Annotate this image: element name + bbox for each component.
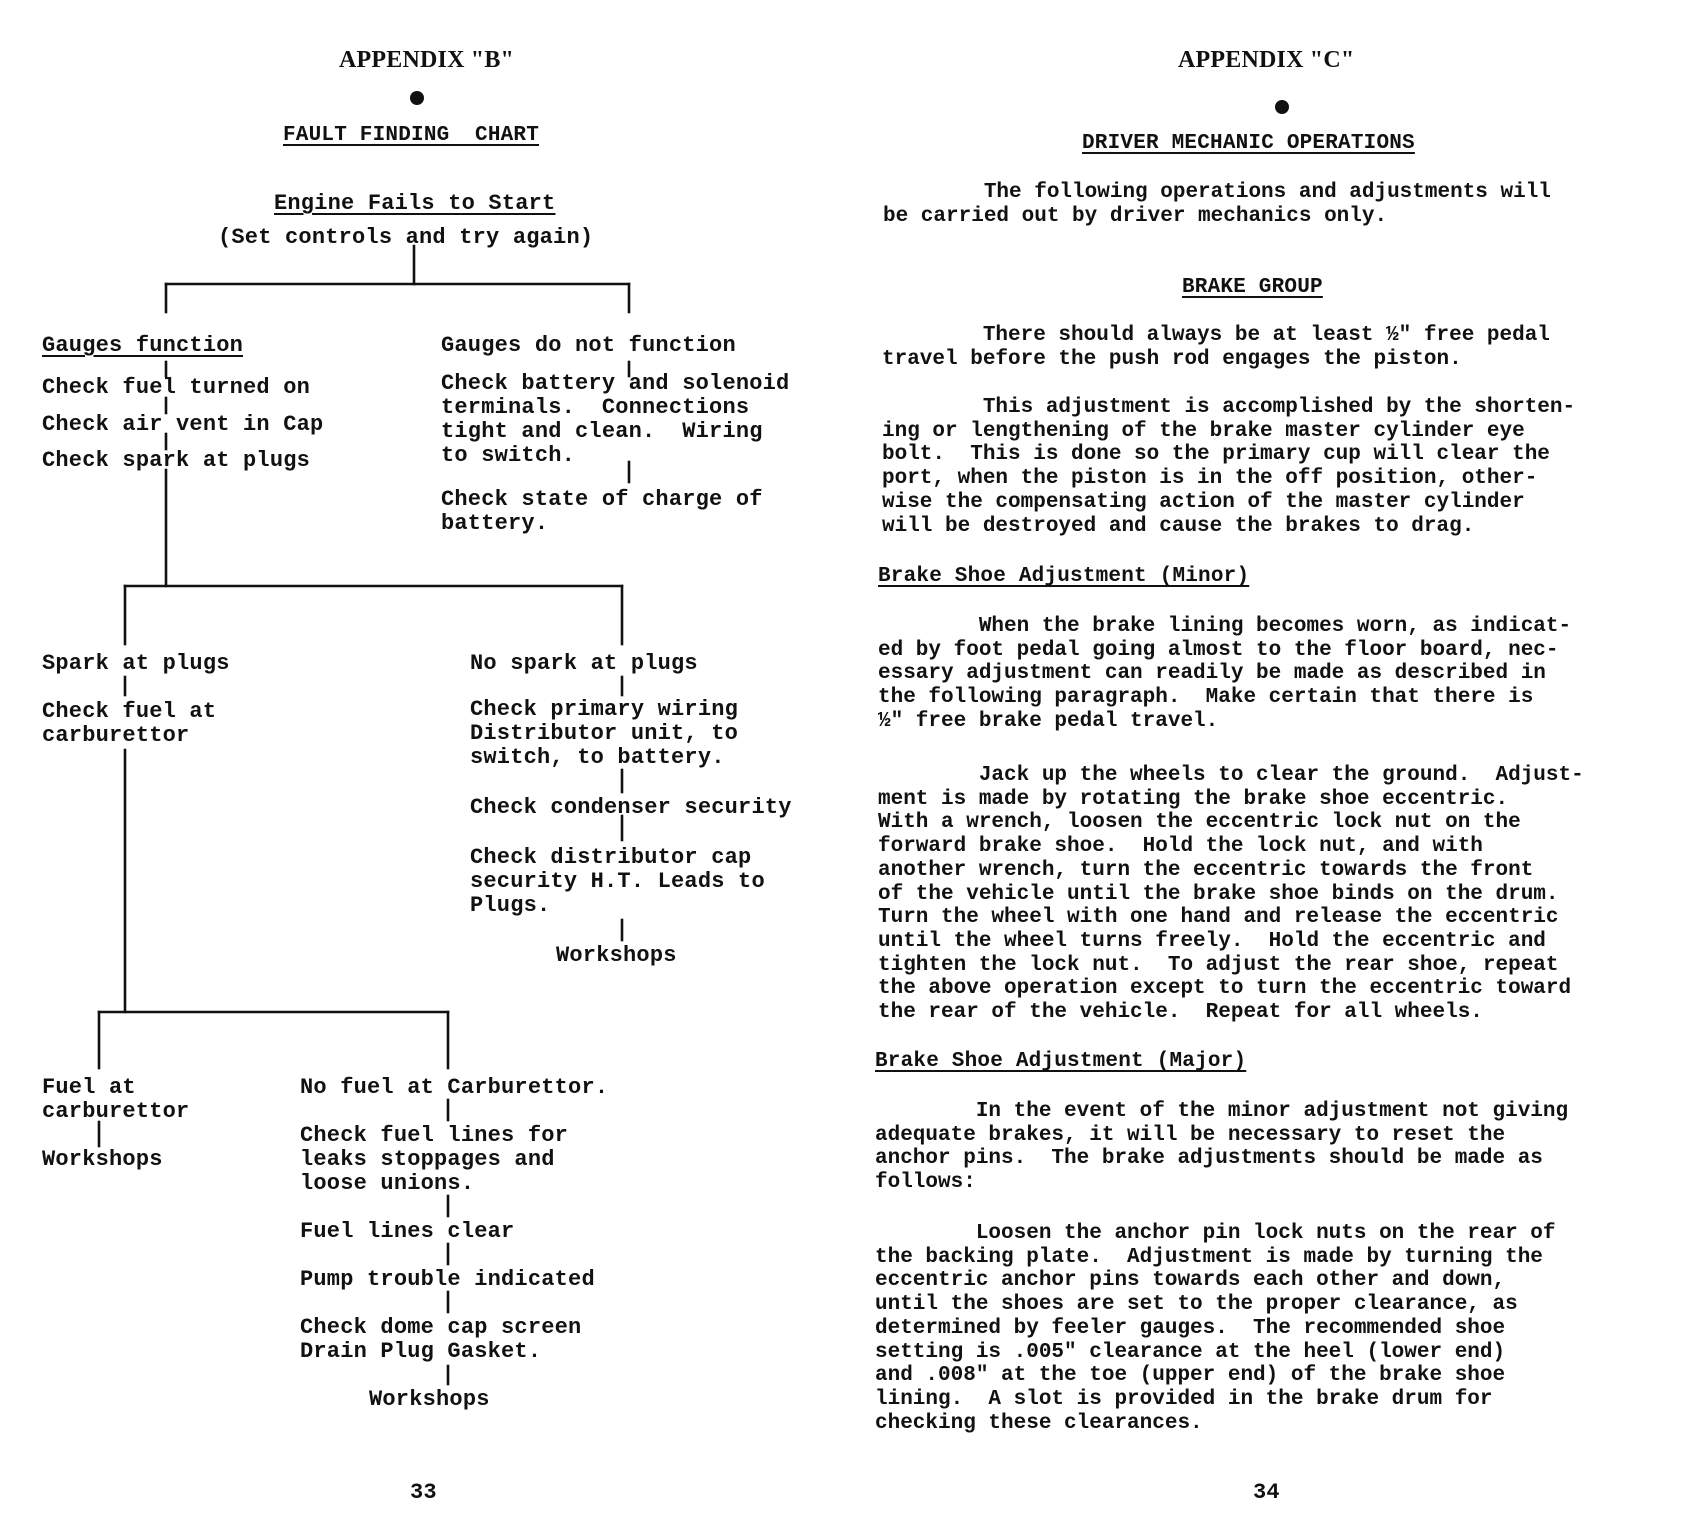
- appendix-c-heading: APPENDIX "C": [1178, 47, 1355, 73]
- list-item: Check spark at plugs: [42, 448, 311, 473]
- bullet-dot: [1275, 100, 1289, 114]
- chart-title: FAULT FINDING CHART: [283, 124, 540, 147]
- list-item: Check fuel lines for leaks stoppages and loose unions.: [300, 1123, 569, 1196]
- paragraph: Jack up the wheels to clear the ground. Adjust- ment is made by rotating the brake shoe eccentric. With a wrench, loosen the eccentric lock nut on the forward brake shoe. Hold the lock nut, and with another wrench, turn the eccentric towards the front of the vehicle until the brake shoe binds on the drum. Turn the wheel with one hand and release the eccentric until the wheel turns freely. Hold the eccentric and tighten the lock nut. To adjust the rear shoe, repeat the above operation except to turn the eccentric toward the rear of the vehicle. Repeat for all wheels.: [878, 764, 1584, 1025]
- appendix-b-heading: APPENDIX "B": [339, 47, 515, 73]
- fuel-at-carburettor-title: Fuel at carburettor: [42, 1075, 190, 1124]
- list-item: Check state of charge of battery.: [441, 487, 763, 536]
- paragraph: In the event of the minor adjustment not giving adequate brakes, it will be necessary to reset the anchor pins. The brake adjustments should be made as follows:: [875, 1100, 1569, 1195]
- list-item: Check air vent in Cap: [42, 412, 324, 437]
- list-item: Pump trouble indicated: [300, 1267, 595, 1292]
- gauges-function-title: Gauges function: [42, 333, 244, 358]
- brake-group-heading: BRAKE GROUP: [1182, 276, 1323, 299]
- right-page: [848, 0, 1696, 1536]
- start-subtitle: (Set controls and try again): [218, 225, 594, 250]
- section-title: DRIVER MECHANIC OPERATIONS: [1082, 132, 1415, 155]
- workshops-label: Workshops: [556, 943, 677, 968]
- bullet-dot: [410, 91, 424, 105]
- no-fuel-title: No fuel at Carburettor.: [300, 1075, 609, 1100]
- list-item: Check fuel turned on: [42, 375, 311, 400]
- list-item: Fuel lines clear: [300, 1219, 515, 1244]
- list-item: Check battery and solenoid terminals. Connections tight and clean. Wiring to switch.: [441, 371, 790, 468]
- paragraph: This adjustment is accomplished by the shorten- ing or lengthening of the brake master cylinder eye bolt. This is done so the primary cup will clear the port, when the piston is in the off position, other- wise the compensating action of the master cylinder will be destroyed and cause the brakes to drag.: [882, 396, 1576, 538]
- list-item: Check fuel at carburettor: [42, 699, 217, 748]
- intro-paragraph: The following operations and adjustments will be carried out by driver mechanics only.: [883, 181, 1551, 228]
- list-item: Check dome cap screen Drain Plug Gasket.: [300, 1315, 582, 1364]
- start-title: Engine Fails to Start: [274, 191, 556, 216]
- spark-at-plugs-title: Spark at plugs: [42, 651, 230, 676]
- list-item: Check primary wiring Distributor unit, to switch, to battery.: [470, 697, 739, 770]
- minor-adjustment-heading: Brake Shoe Adjustment (Minor): [878, 565, 1250, 588]
- no-spark-title: No spark at plugs: [470, 651, 698, 676]
- gauges-not-function-title: Gauges do not function: [441, 333, 736, 358]
- paragraph: When the brake lining becomes worn, as indicat- ed by foot pedal going almost to the floor board, nec- essary adjustment can readily be made as described in the following paragraph. Make certain that there is ½" free brake pedal travel.: [878, 615, 1572, 733]
- list-item: Check distributor cap security H.T. Leads to Plugs.: [470, 845, 765, 918]
- workshops-label: Workshops: [369, 1387, 490, 1412]
- list-item: Check condenser security: [470, 795, 792, 820]
- page-number: 33: [410, 1480, 437, 1505]
- page-number: 34: [1253, 1480, 1280, 1505]
- workshops-label: Workshops: [42, 1147, 163, 1172]
- major-adjustment-heading: Brake Shoe Adjustment (Major): [875, 1050, 1247, 1073]
- paragraph: Loosen the anchor pin lock nuts on the rear of the backing plate. Adjustment is made by turning the eccentric anchor pins towards each other and down, until the shoes are set to the proper clearance, as determined by feeler gauges. The recommended shoe setting is .005" clearance at the heel (lower end) and .008" at the toe (upper end) of the brake shoe lining. A slot is provided in the brake drum for checking these clearances.: [875, 1222, 1556, 1435]
- paragraph: There should always be at least ½" free pedal travel before the push rod engages the piston.: [882, 324, 1550, 371]
